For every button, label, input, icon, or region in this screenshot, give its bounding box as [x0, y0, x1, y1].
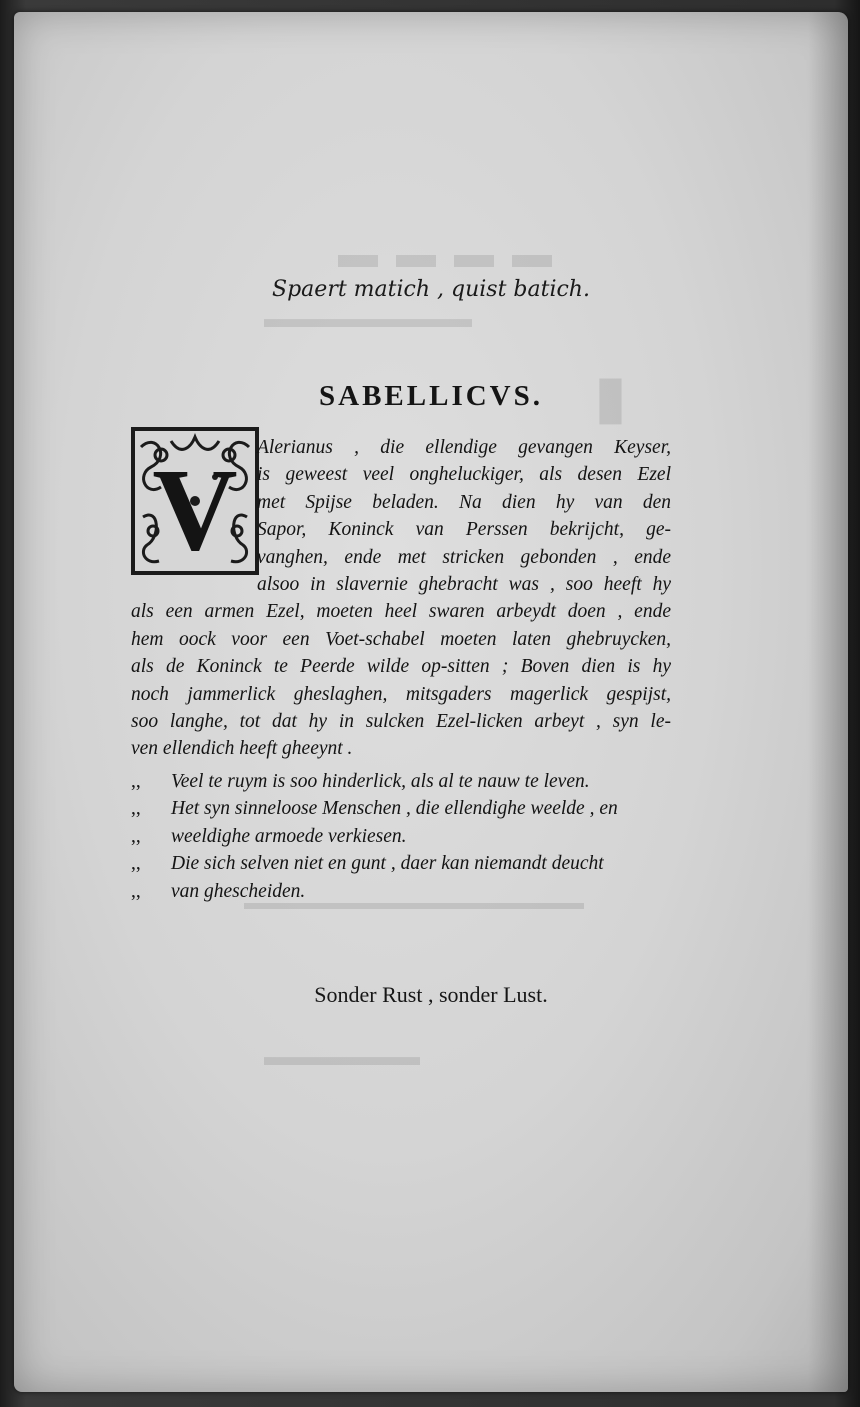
body-line: Alerianus , die ellendige gevangen Keyser, — [257, 437, 671, 458]
body-line: Sapor, Koninck van Perssen bekrijcht, ge- — [257, 519, 671, 541]
body-line: is geweest veel ongheluckiger, als desen Ezel — [257, 464, 671, 486]
page-gutter-shadow — [808, 12, 848, 1392]
motto-top: Spaert matich , quist batich. — [272, 277, 590, 302]
body-line: als de Koninck te Peerde wilde op-sitten ; Boven dien is hy — [131, 656, 671, 678]
quote-mark: ,, — [131, 771, 141, 792]
show-through-mark: ▮ — [594, 364, 628, 430]
dropcap-letter: V — [152, 444, 238, 575]
body-line: als een armen Ezel, moeten heel swaren arbeydt doen , ende — [131, 601, 671, 623]
body-paragraph — [131, 434, 671, 763]
saying-text: Die sich selven niet en gunt , daer kan niemandt deucht — [171, 853, 604, 875]
author-heading: SABELLICVS. — [319, 380, 543, 412]
book-page — [14, 12, 848, 1392]
quote-mark: ,, — [131, 798, 141, 820]
saying-text: Het syn sinneloose Menschen , die ellendighe weelde , en — [171, 798, 618, 820]
show-through-mark: ▬▬▬▬▬▬▬▬ — [264, 304, 472, 333]
body-line: soo langhe, tot dat hy in sulcken Ezel-licken arbeyt , syn le- — [131, 710, 671, 732]
saying-line — [131, 823, 671, 850]
quote-mark: ,, — [131, 880, 141, 902]
saying-line — [131, 878, 671, 905]
saying-text: weeldighe armoede verkiesen. — [171, 825, 407, 847]
quote-mark: ,, — [131, 825, 141, 847]
body-line: hem oock voor een Voet-schabel moeten laten ghebruycken, — [131, 628, 671, 650]
saying-text: van ghescheiden. — [171, 880, 306, 902]
saying-line — [131, 795, 671, 822]
show-through-mark: ▬▬▬▬▬▬ — [264, 1042, 420, 1071]
sayings-list — [131, 768, 671, 905]
show-through-mark: ▬ ▬ ▬ ▬ — [334, 231, 552, 276]
body-line: noch jammerlick gheslaghen, mitsgaders magerlick gespijst, — [131, 683, 671, 705]
body-line: vanghen, ende met stricken gebonden , ende — [257, 546, 671, 568]
body-line: met Spijse beladen. Na dien hy van den — [257, 491, 671, 513]
saying-line — [131, 850, 671, 877]
body-line: alsoo in slavernie ghebracht was , soo heeft hy — [257, 573, 671, 595]
motto-bottom: Sonder Rust , sonder Lust. — [314, 982, 548, 1007]
saying-text: Veel te ruym is soo hinderlick, als al te nauw te leven. — [171, 771, 590, 792]
show-through-mark: ▬▬▬▬▬▬▬▬▬▬▬▬▬▬▬▬▬ — [244, 892, 584, 914]
saying-line — [131, 768, 671, 795]
body-line: ven ellendich heeft gheeynt . — [131, 738, 353, 760]
quote-mark: ,, — [131, 853, 141, 875]
